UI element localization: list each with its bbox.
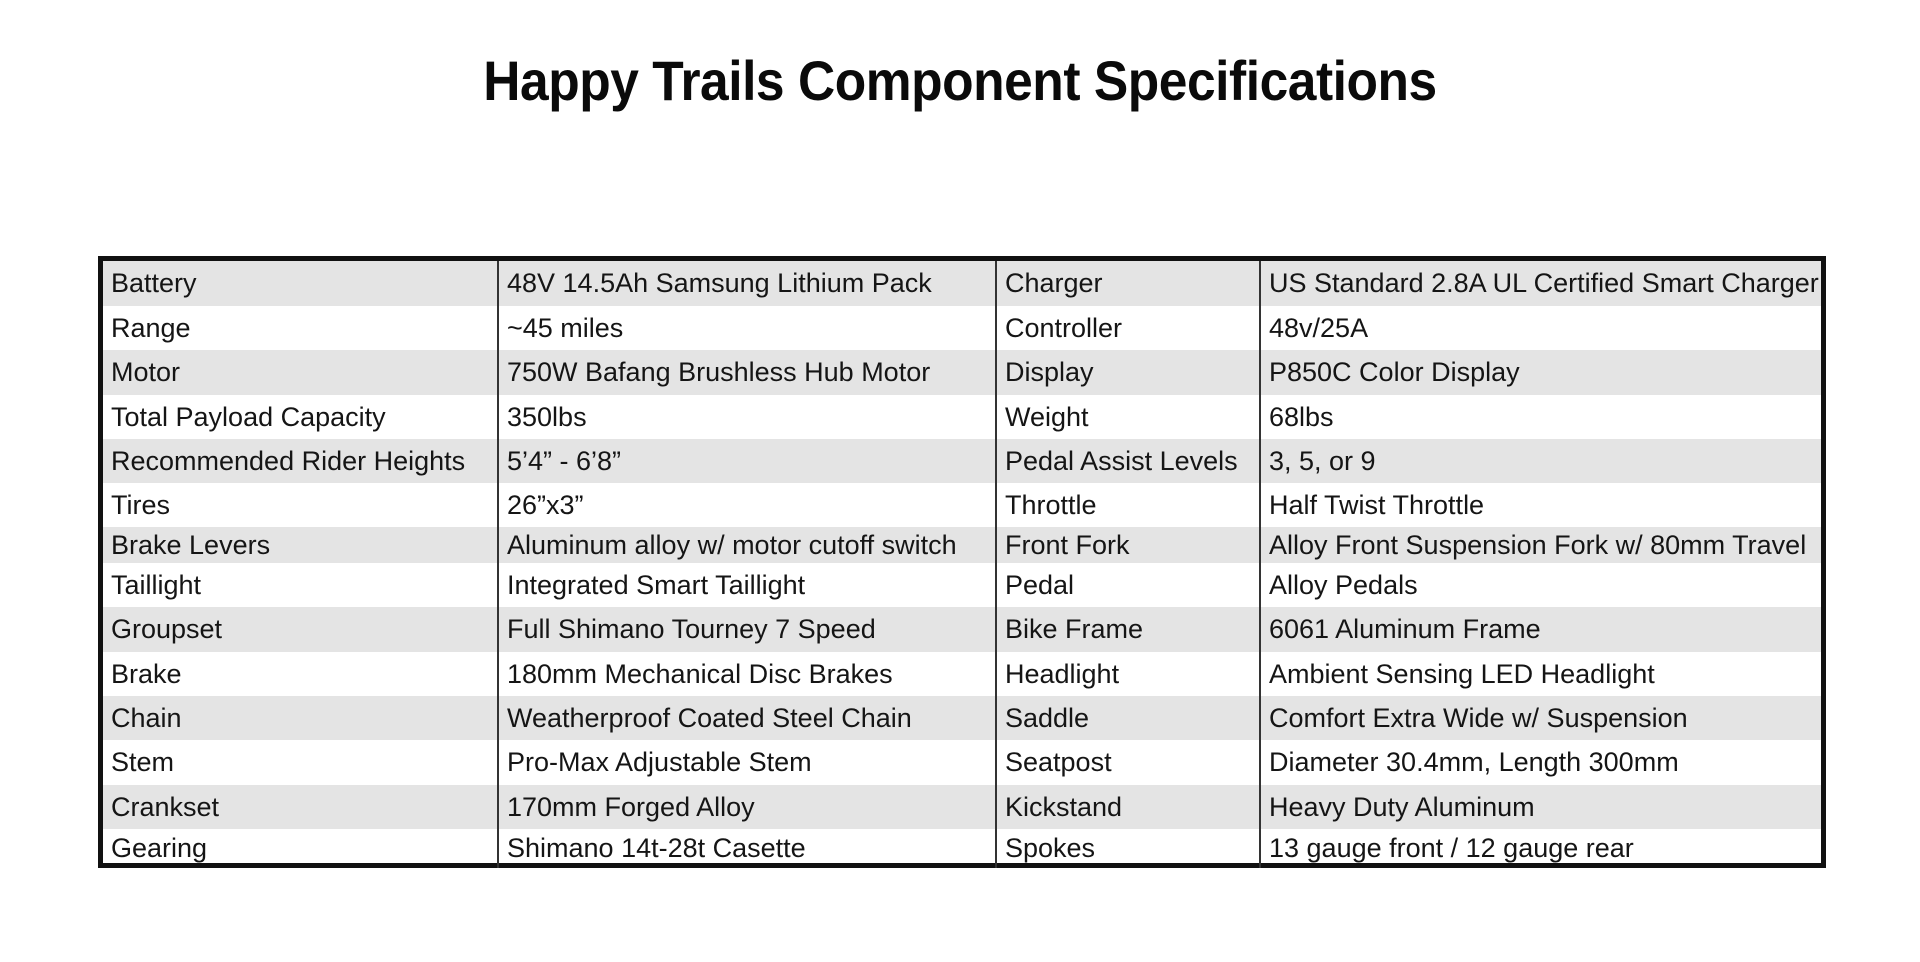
spec-label-cell: Controller — [997, 306, 1261, 350]
spec-label-cell: Display — [997, 350, 1261, 395]
spec-value-cell: Alloy Front Suspension Fork w/ 80mm Travel — [1261, 527, 1821, 563]
spec-label-cell: Brake Levers — [103, 527, 499, 563]
spec-value-cell: Alloy Pedals — [1269, 569, 1418, 600]
spec-value-cell: ~45 miles — [499, 306, 997, 350]
spec-label-cell: Weight — [997, 395, 1261, 439]
spec-value-cell: 170mm Forged Alloy — [499, 785, 997, 829]
spec-value-cell: 750W Bafang Brushless Hub Motor — [499, 350, 997, 395]
spec-label-cell: Gearing — [103, 829, 499, 868]
spec-label-cell: Pedal Assist Levels — [997, 439, 1261, 483]
spec-label-cell: Pedal — [997, 563, 1261, 607]
spec-value-cell: Weatherproof Coated Steel Chain — [499, 696, 997, 740]
page-title: Happy Trails Component Specifications — [483, 49, 1437, 112]
spec-value-cell: 26”x3” — [499, 483, 997, 527]
spec-label-cell: Charger — [997, 261, 1261, 306]
spec-value-cell: Half Twist Throttle — [1269, 489, 1485, 520]
spec-value-cell: 3, 5, or 9 — [1261, 439, 1821, 483]
spec-label-cell: Motor — [103, 350, 499, 395]
spec-value-cell: Aluminum alloy w/ motor cutoff switch — [499, 527, 997, 563]
spec-label-cell: Front Fork — [997, 527, 1261, 563]
spec-label-cell: Spokes — [997, 829, 1261, 868]
spec-value-cell: 180mm Mechanical Disc Brakes — [499, 652, 997, 696]
spec-value-cell: Heavy Duty Aluminum — [1261, 785, 1821, 829]
spec-value-cell: 350lbs — [499, 395, 997, 439]
spec-value-cell: Integrated Smart Taillight — [499, 563, 997, 607]
spec-label-cell: Brake — [103, 652, 499, 696]
spec-value-cell: Ambient Sensing LED Headlight — [1269, 658, 1655, 689]
spec-value-cell: 68lbs — [1269, 401, 1334, 432]
spec-label-cell: Tires — [103, 483, 499, 527]
spec-label-cell: Bike Frame — [997, 607, 1261, 652]
spec-label-cell: Throttle — [997, 483, 1261, 527]
spec-value-cell: 48v/25A — [1269, 312, 1369, 343]
spec-value-cell: US Standard 2.8A UL Certified Smart Charger — [1261, 261, 1821, 306]
spec-label-cell: Chain — [103, 696, 499, 740]
spec-label-cell: Stem — [103, 740, 499, 785]
spec-value-cell: 6061 Aluminum Frame — [1261, 607, 1821, 652]
spec-value-cell: P850C Color Display — [1261, 350, 1821, 395]
spec-label-cell: Crankset — [103, 785, 499, 829]
spec-label-cell: Saddle — [997, 696, 1261, 740]
spec-value-cell: 5’4” - 6’8” — [499, 439, 997, 483]
spec-label-cell: Kickstand — [997, 785, 1261, 829]
spec-label-cell: Seatpost — [997, 740, 1261, 785]
spec-table — [98, 256, 1826, 868]
spec-value-cell: Comfort Extra Wide w/ Suspension — [1261, 696, 1821, 740]
spec-value-cell: Shimano 14t-28t Casette — [499, 829, 997, 868]
spec-label-cell: Groupset — [103, 607, 499, 652]
spec-label-cell: Headlight — [997, 652, 1261, 696]
spec-label-cell: Taillight — [103, 563, 499, 607]
spec-value-cell: 48V 14.5Ah Samsung Lithium Pack — [499, 261, 997, 306]
spec-label-cell: Battery — [103, 261, 499, 306]
spec-label-cell: Total Payload Capacity — [103, 395, 499, 439]
spec-value-cell: Full Shimano Tourney 7 Speed — [499, 607, 997, 652]
spec-label-cell: Recommended Rider Heights — [103, 439, 499, 483]
spec-value-cell: Diameter 30.4mm, Length 300mm — [1269, 747, 1679, 777]
spec-value-cell: Pro-Max Adjustable Stem — [499, 740, 997, 785]
spec-label-cell: Range — [103, 306, 499, 350]
spec-value-cell: 13 gauge front / 12 gauge rear — [1269, 833, 1634, 863]
